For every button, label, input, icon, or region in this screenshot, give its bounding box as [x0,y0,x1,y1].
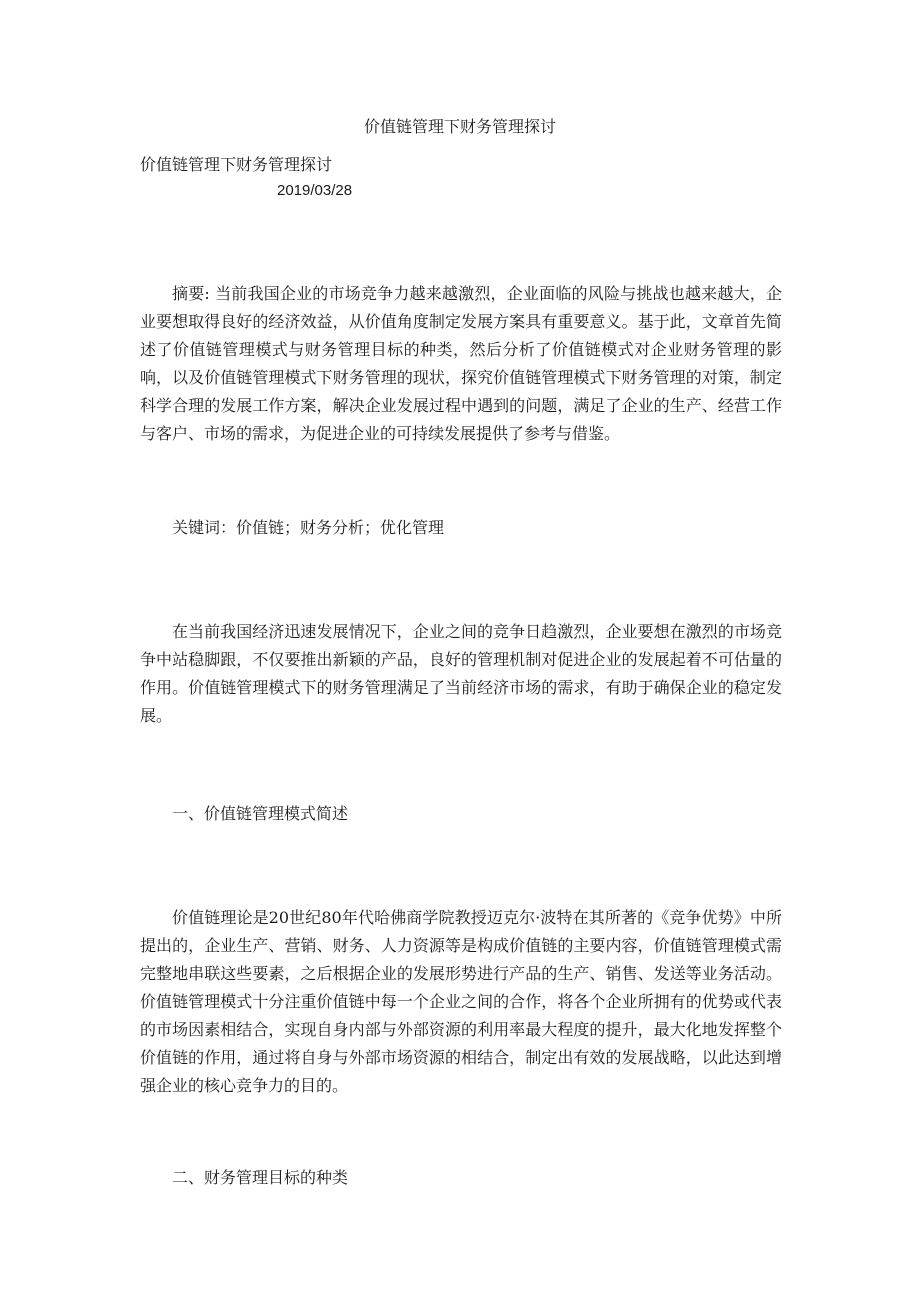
section1-heading: 一、价值链管理模式简述 [172,804,349,823]
abstract-paragraph [140,280,782,448]
section2-heading: 二、财务管理目标的种类 [172,1168,349,1187]
document-title: 价值链管理下财务管理探讨 [363,117,556,136]
document-date: 2019/03/28 [277,182,353,199]
abstract-text: 当前我国企业的市场竞争力越来越激烈，企业面临的风险与挑战也越来越大，企业要想取得良好的经济效益，从价值角度制定发展方案具有重要意义。基于此，文章首先简述了价值链管理模式与财务管理目标的种类，然后分析了价值链模式对企业财务管理的影响，以及价值链管理模式下财务管理的现状，探究价值链管理模式下财务管理的对策，制定科学合理的发展工作方案，解决企业发展过程中遇到的问题，满足了企业的生产、经营工作与客户、市场的需求，为促进企业的可持续发展提供了参考与借鉴。 [140,284,782,443]
abstract-label: 摘要: [172,284,210,303]
keywords-paragraph: 关键词：价值链；财务分析；优化管理 [172,518,445,537]
document-subtitle: 价值链管理下财务管理探讨 [140,155,333,174]
intro-paragraph: 在当前我国经济迅速发展情况下，企业之间的竞争日趋激烈，企业要想在激烈的市场竞争中站稳脚跟，不仅要推出新颖的产品，良好的管理机制对促进企业的发展起着不可估量的作用。价值链管理模式下的财务管理满足了当前经济市场的需求，有助于确保企业的稳定发展。 [140,622,782,725]
section1-paragraph: 价值链理论是20世纪80年代哈佛商学院教授迈克尔·波特在其所著的《竞争优势》中所提出的，企业生产、营销、财务、人力资源等是构成价值链的主要内容，价值链管理模式需完整地串联这些要素，之后根据企业的发展形势进行产品的生产、销售、发送等业务活动。价值链管理模式十分注重价值链中每一个企业之间的合作，将各个企业所拥有的优势或代表的市场因素相结合，实现自身内部与外部资源的利用率最大程度的提升，最大化地发挥整个价值链的作用，通过将自身与外部市场资源的相结合，制定出有效的发展战略，以此达到增强企业的核心竞争力的目的。 [140,908,782,1095]
